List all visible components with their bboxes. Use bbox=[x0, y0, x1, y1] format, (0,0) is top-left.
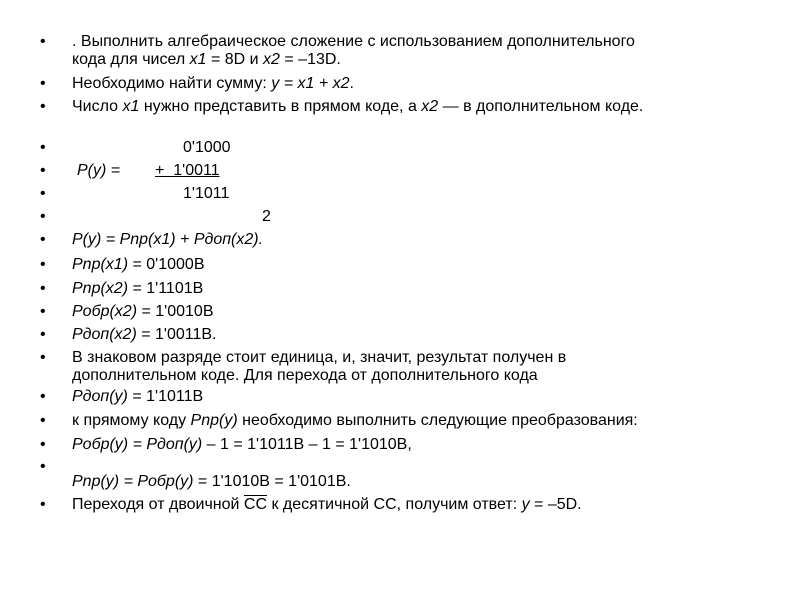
var-x1: x1 bbox=[189, 51, 207, 68]
var-x2: x2 bbox=[263, 51, 280, 68]
formula-pdop-x2 bbox=[72, 326, 762, 344]
formula-name: Pобр(y) = Pдоп(y) bbox=[72, 436, 203, 453]
var-y: y bbox=[521, 496, 530, 513]
calc-result: 1'1011 bbox=[183, 185, 230, 202]
text: к десятичной СС, получим ответ: bbox=[267, 496, 522, 513]
bullet: • bbox=[40, 33, 46, 50]
answer-text bbox=[72, 496, 762, 514]
formula-value: = 1'0011B. bbox=[136, 326, 217, 343]
text: необходимо выполнить следующие преобразования: bbox=[237, 412, 638, 429]
formula-name: Pдоп(x2) bbox=[72, 326, 137, 343]
formula-value: = 1'1101B bbox=[128, 280, 204, 297]
formula-name: Pдоп(y) bbox=[72, 388, 128, 405]
formula-value: = 0'1000B bbox=[128, 256, 205, 273]
bullet: • bbox=[40, 98, 46, 115]
formula-name: Pобр(x2) bbox=[72, 303, 138, 320]
bullet: • bbox=[40, 436, 46, 453]
calc-base-subscript: 2 bbox=[262, 208, 271, 225]
sum-text bbox=[72, 75, 762, 93]
formula-value: = 1'1010B = 1'0101B. bbox=[193, 473, 351, 490]
formula-pdop-y bbox=[72, 388, 762, 406]
formula-value: = 1'0010B bbox=[137, 303, 214, 320]
bullet: • bbox=[40, 162, 46, 179]
bullet: • bbox=[40, 139, 46, 156]
calc-operand-2: + 1'0011 bbox=[155, 162, 220, 179]
transform-text bbox=[72, 412, 762, 430]
text: = 8D и bbox=[206, 51, 264, 68]
cc-abbrev: СС bbox=[243, 496, 268, 513]
calc-operand-1: 0'1000 bbox=[183, 139, 231, 156]
calc-label: P(y) = bbox=[77, 162, 121, 179]
text: Необходимо найти сумму: bbox=[72, 75, 272, 92]
bullet: • bbox=[40, 349, 46, 366]
bullet: • bbox=[40, 326, 46, 343]
formula-name: Pnp(x1) bbox=[72, 256, 129, 273]
bullet: • bbox=[40, 458, 46, 475]
formula-pnp-x2 bbox=[72, 280, 762, 298]
conclusion-text bbox=[72, 349, 762, 385]
formula-sum: P(y) = Pnp(x1) + Pдоп(x2). bbox=[72, 231, 264, 248]
text: — в дополнительном коде. bbox=[438, 98, 644, 115]
intro-line-2 bbox=[72, 51, 762, 69]
conclusion-line-2: дополнительном коде. Для перехода от дополнительного кода bbox=[72, 367, 538, 384]
formula-pobr-y bbox=[72, 436, 762, 454]
text: к прямому коду bbox=[72, 412, 191, 429]
formula-pnp-y bbox=[72, 473, 762, 491]
formula: y = x1 + x2 bbox=[271, 75, 350, 92]
conclusion-line-1: В знаковом разряде стоит единица, и, значит, результат получен в bbox=[72, 349, 567, 366]
var-x1: x1 bbox=[122, 98, 140, 115]
bullet: • bbox=[40, 75, 46, 92]
formula-pobr-x2 bbox=[72, 303, 762, 321]
text: = –5D. bbox=[529, 496, 582, 513]
bullet: • bbox=[40, 412, 46, 429]
formula-name: Pnp(y) = Pобр(y) bbox=[72, 473, 194, 490]
var-x2: x2 bbox=[421, 98, 439, 115]
bullet: • bbox=[40, 231, 46, 248]
text: кода для чисел bbox=[72, 51, 190, 68]
bullet: • bbox=[40, 303, 46, 320]
representation-text bbox=[72, 98, 762, 116]
formula-value: = 1'1011B bbox=[127, 388, 204, 405]
bullet: • bbox=[40, 280, 46, 297]
bullet: • bbox=[40, 496, 46, 513]
text: Переходя от двоичной bbox=[72, 496, 244, 513]
formula-name: Pnp(x2) bbox=[72, 280, 129, 297]
formula-name: Pnp(y) bbox=[190, 412, 238, 429]
bullet: • bbox=[40, 388, 46, 405]
intro-text bbox=[72, 33, 762, 69]
bullet: • bbox=[40, 208, 46, 225]
text: Число bbox=[72, 98, 123, 115]
intro-line-1: . Выполнить алгебраическое сложение с использованием дополнительного bbox=[72, 33, 635, 50]
bullet: • bbox=[40, 185, 46, 202]
text: нужно представить в прямом коде, а bbox=[139, 98, 422, 115]
formula-pnp-x1 bbox=[72, 256, 762, 274]
bullet: • bbox=[40, 256, 46, 273]
text: = –13D. bbox=[279, 51, 341, 68]
formula-value: – 1 = 1'1011B – 1 = 1'1010B, bbox=[202, 436, 412, 453]
text: . bbox=[349, 75, 354, 92]
